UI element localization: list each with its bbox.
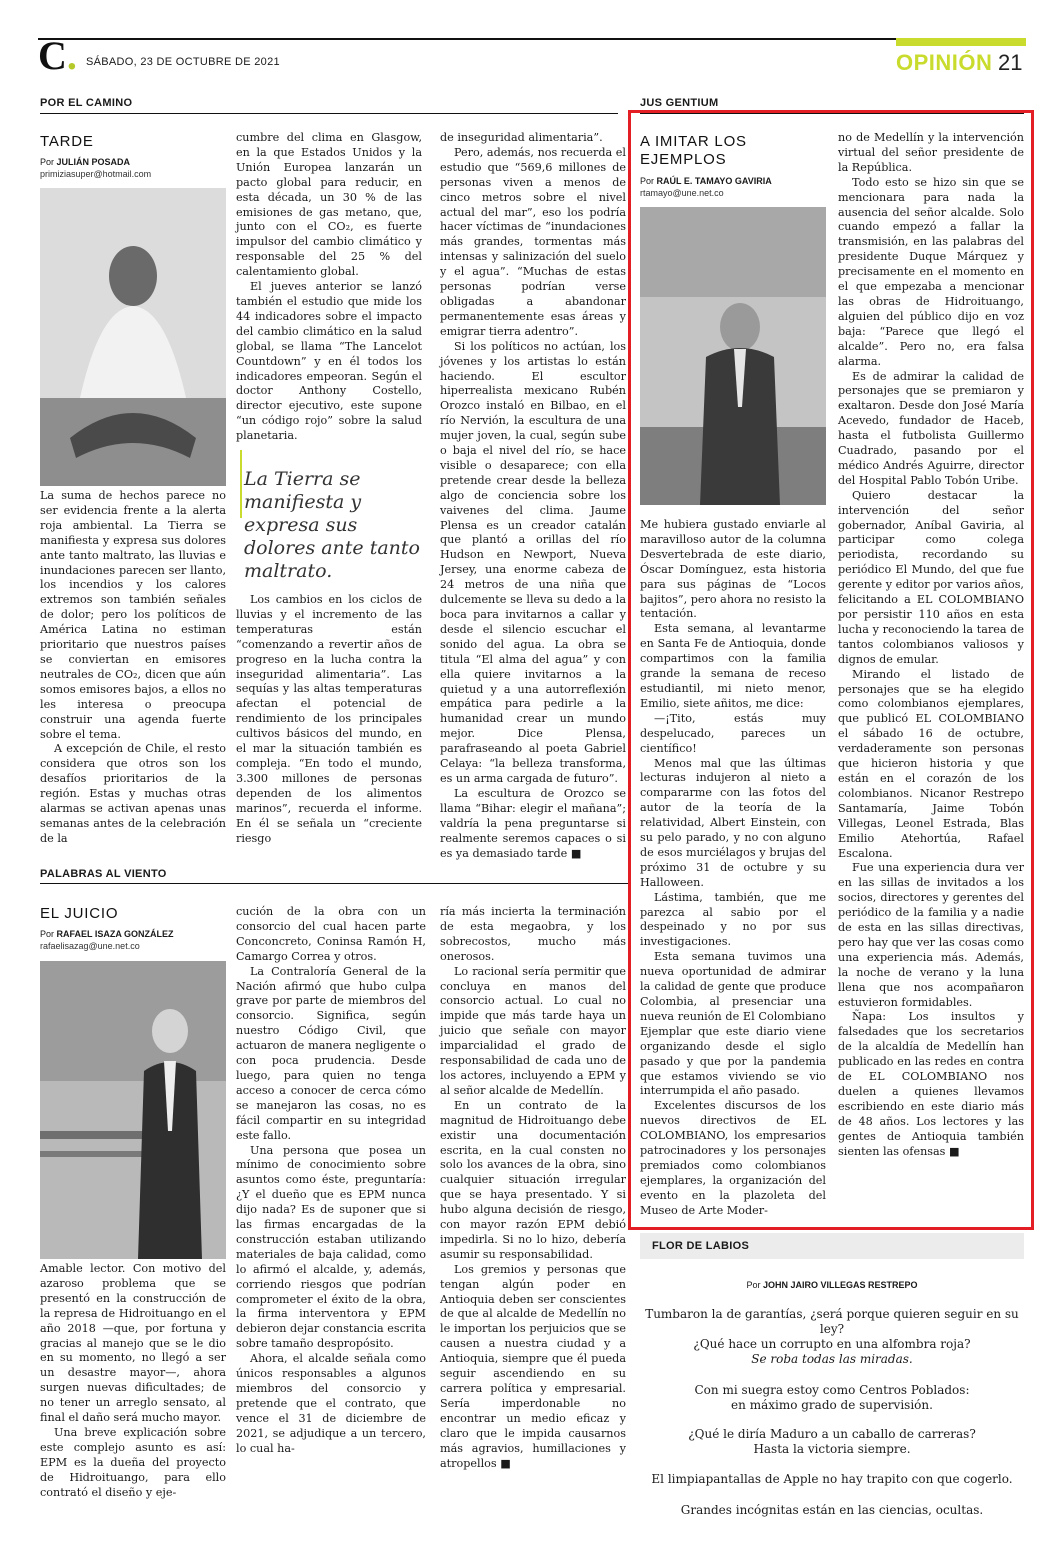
article-column: cumbre del clima en Glasgow, en la que Estados Unidos y la Unión Europea lanzarán un pacto global para reducir, en esta década, un 30 % de las emisiones de gas metano, que, junto con el CO₂, es fuerte impulsor del cambio climático y responsable del 25 % del calentamiento global. El jueves anterior se lanzó también el estudio que mide los 44 indicadores sobre el impacto del cambio climático en la salud global, se llama “The Lancelot Countdown” y en él todos los indicadores empeoran. Según el doctor Anthony Costello, director ejecutivo, este supone “un código rojo” sobre la salud planetaria.	[236, 131, 422, 443]
author-photo-raul-tamayo	[640, 207, 826, 505]
section-rule	[40, 883, 630, 884]
article-title-el-juicio: EL JUICIO	[40, 905, 119, 922]
article-column: no de Medellín y la intervención virtual del señor presidente de la República. Todo esto se hizo sin que se mencionara para nada la ausencia del señor alcalde. Solo cuando empezó a fallar la transmisión, en las palabras del presidente Duque Márquez y precisamente en el momento en el que empezaba a mencionar las obras de Hidroituango, alguien del público dijo en voz baja: “Parece que llegó el alcalde”. Pero no, era falsa alarma. Es de admirar la calidad de personajes que se premiaron y exaltaron. Desde don José María Acevedo, fundador de Haceb, hasta el futbolista Guillermo Cuadrado, pasando por el médico Andrés Aguirre, director del Hospital Pablo Tobón Uribe. Quiero destacar la intervención del señor gobernador, Aníbal Gaviria, al participar como colega periodista, recordando su periódico El Mundo, del que fue gerente y editor por varios años, felicitando a EL COLOMBIANO por persistir 110 años en esta lucha y reconociendo la tarea de tantos colombianos valiosos y dignos de emular. Mirando el listado de personajes que se ha elegido como colombianos ejemplares, que publicó EL COLOMBIANO el sábado 16 de octubre, verdaderamente son personas que hicieron historia y que están en el corazón de los colombianos. Nicanor Restrepo Santamaría, Jaime Tobón Villegas, Leonel Estrada, Blas Emilio Atehortúa, Rafael Escalona. Fue una experiencia dura ver en las sillas de invitados a los socios, directores y gerentes del periódico de la familia y a nadie de esta en las sillas directivas, pero hay que ver las cosas como una experiencia más. Además, la noche de verano y la luna llena que nos acompañaron estuvieron formidables. Ñapa: Los insultos y falsedades que los secretarios de la alcaldía de Medellín han publicado en las redes en contra de EL COLOMBIANO nos duelen a quienes llevamos escribiendo en este diario más de 48 años. Los lectores y las gentes de Antioquia también sienten las ofensas ■	[838, 131, 1024, 1158]
column-label-palabras-al-viento: PALABRAS AL VIENTO	[40, 868, 167, 880]
article-column: de inseguridad alimentaria”. Pero, además, nos recuerda el estudio que “569,6 millones de personas viven a menos de cinco metros sobre el nivel actual del mar”, eso los podría hacer víctimas de “inundaciones más grandes, tormentas más intensas y salinización del suelo y el agua”. “Muchas de estas personas podrían verse obligadas a abandonar permanentemente esas áreas y emigrar tierra adentro”. Si los políticos no actúan, los jóvenes y los artistas lo están haciendo. El escultor hiperrealista mexicano Rubén Orozco instaló en Bilbao, en el río Nervión, la escultura de una mujer joven, la cual, según sube o baja el nivel del río, se hace visible o desaparece; con ella pretende crear desde la belleza algo de conciencia sobre los vaivenes del clima. Jaume Plensa es un creador catalán que plantó a orillas del río Hudson en Newport, Nueva Jersey, una enorme cabeza de 24 metros de una niña que dulcemente se lleva su dedo a la boca para invitarnos a callar y desde el silencio escuchar el sonido del agua. La obra se titula “El alma del agua” y con ella quiere invitarnos a la quietud y a una autorreflexión empática para pedirle a la humanidad crear un mundo mejor. Dice Plensa, parafraseando al poeta Gabriel Celaya: “la belleza transforma, es un arma cargada de futuro”. La escultura de Orozco se llama “Bihar: elegir el mañana”; valdría la pena preguntarse si realmente seremos capaces o si es ya demasiado tarde ■	[440, 131, 626, 860]
section-name: OPINIÓN	[896, 50, 993, 75]
section-color-bar	[896, 38, 1026, 46]
issue-date: SÁBADO, 23 DE OCTUBRE DE 2021	[86, 56, 280, 68]
byline: Por JULIÁN POSADA	[40, 157, 131, 167]
pullquote: La Tierra se manifiesta y expresa sus dolores ante tanto maltrato.	[244, 468, 420, 582]
article-column: Amable lector. Con motivo del azaroso problema que se presentó en la construcción de la represa de Hidroituango en el año 2018 —que, por fortuna y gracias al manejo que se le dio en su momento, no llegó a ser un desastre mayor—, ahora surgen nuevas dificultades; de no tener un arreglo sensato, al final el daño será mucho mayor. Una breve explicación sobre este complejo asunto es así: EPM es la dueña del proyecto de Hidroituango, para ello contrató el diseño y eje-	[40, 1262, 226, 1499]
article-column: Los cambios en los ciclos de lluvias y el incremento de las temperaturas están “comenzando a revertir años de progreso en la lucha contra la inseguridad alimentaria”. Las sequías y las altas temperaturas afectan el potencial de rendimiento de los principales cultivos básicos del mundo, en el mar la situación también es compleja. “En todo el mundo, 3.300 millones de personas dependen de los alimentos marinos”, recuerda el informe. En él se señala un “creciente riesgo	[236, 593, 422, 845]
article-title-a-imitar-los-ejemplos: A IMITAR LOS EJEMPLOS	[640, 133, 747, 168]
column-label-por-el-camino: POR EL CAMINO	[40, 97, 133, 109]
joke-line: Hasta la victoria siempre.	[753, 1442, 911, 1456]
column-label-jus-gentium: JUS GENTIUM	[640, 97, 719, 109]
joke-line: en máximo grado de supervisión.	[731, 1398, 933, 1412]
article-title-tarde: TARDE	[40, 133, 94, 150]
page-number: 21	[998, 50, 1023, 75]
author-email: rafaelisazag@une.net.co	[40, 941, 140, 951]
author-photo-julian-posada	[40, 188, 226, 486]
joke-line: ¿Qué le diría Maduro a un caballo de carreras?	[688, 1427, 976, 1441]
article-column: cución de la obra con un consorcio del cual hacen parte Conconcreto, Coninsa Ramón H, Camargo Correa y otros. La Contraloría General de la Nación afirmó que hubo culpa grave por parte de miembros del consorcio. Significa, según nuestro Código Civil, que actuaron de manera negligente o con poca prudencia. Desde luego, para quien no tenga acceso a conocer de cerca cómo se manejaron las cosas, no es fácil compartir en su integridad este fallo. Una persona que posea un mínimo de conocimiento sobre asuntos como éste, preguntaría: ¿Y el dueño que es EPM nunca dijo nada? Es de suponer que si las firmas encargadas de la construcción estaban utilizando materiales de baja calidad, como lo afirmó el alcalde, y, además, corriendo riesgos que podrían comprometer el éxito de la obra, la firma interventora y EPM debieron dejar constancia escrita sobre tamaño despropósito. Ahora, el alcalde señala como únicos responsables a algunos miembros del consorcio y pretende que el contrato, que vence el 31 de diciembre de 2021, se adjudique a un tercero, lo cual ha-	[236, 905, 426, 1455]
pullquote-accent	[240, 450, 242, 518]
article-column: Me hubiera gustado enviarle al maravilloso autor de la columna Desvertebrada de este diario, Óscar Domínguez, esta historia para sus páginas de “Locos bajitos”, pero ahora no resisto la tentación. Esta semana, al levantarme en Santa Fe de Antioquia, donde compartimos con la familia grande la semana de receso estudiantil, mi nieto menor, Emilio, siete añitos, me dice: —¡Tito, estás muy despelucado, pareces un científico! Menos mal que las últimas lecturas indujeron al nieto a compararme con las fotos del autor de la teoría de la relatividad, Albert Einstein, con su pelo parado, y no con alguno de esos murciélagos y brujas del próximo 31 de octubre y su Halloween. Lástima, también, que me parezca al sabio por el despeinado y no por sus investigaciones. Esta semana tuvimos una nueva oportunidad de admirar la calidad de gente que produce Colombia, al presenciar una nueva reunión de El Colombiano Ejemplar que este diario viene organizando desde el siglo pasado y que por la pandemia que estamos viviendo se vio interrumpida el año pasado. Excelentes discursos de los nuevos directivos de EL COLOMBIANO, los empresarios patrocinadores y los personajes premiados como colombianos ejemplares, la organización del evento en la plazoleta del Museo de Arte Moder-	[640, 518, 826, 1217]
joke-line: Grandes incógnitas están en las ciencias, ocultas.	[680, 1503, 984, 1517]
author-email: rtamayo@une.net.co	[640, 188, 724, 198]
byline: Por RAÚL E. TAMAYO GAVIRIA	[640, 176, 772, 186]
joke-line: Con mi suegra estoy como Centros Poblados:	[694, 1383, 970, 1397]
joke-line: ¿Qué hace un corrupto en una alfombra roja?	[693, 1337, 971, 1351]
section-rule	[40, 113, 618, 114]
column-label-flor-de-labios: FLOR DE LABIOS	[652, 1240, 750, 1252]
top-rule	[38, 38, 1026, 40]
article-column: ría más incierta la terminación de esta megaobra, y los sobrecostos, mucho más onerosos. Lo racional sería permitir que concluya en manos del consorcio actual. Lo cual no impide que más tarde haya un juicio que señale con mayor imparcialidad el grado de responsabilidad de cada uno de los actores, incluyendo a EPM y al señor alcalde de Medellín. En un contrato de la magnitud de Hidroituango debe existir una documentación escrita, en la cual consten no solo los avances de la obra, sino cualquier situación irregular que se haya presentado. Y si hubo alguna decisión de riesgo, con mayor razón EPM debió impedirla. Si no lo hizo, debería asumir su responsabilidad. Los gremios y personas que tengan algún poder en Antioquia deben ser conscientes de que al alcalde de Medellín no le importan los perjuicios que se causen a nuestra ciudad y a Antioquia, siempre que él pueda seguir ascendiendo en su carrera política y empresarial. Sería imperdonable no encontrar un medio eficaz y claro que le impida causarnos más agravios, humillaciones y atropellos ■	[440, 905, 626, 1470]
joke-line: Se roba todas las miradas.	[751, 1352, 913, 1366]
author-email: primiziasuper@hotmail.com	[40, 169, 152, 179]
joke-line: Tumbaron la de garantías, ¿será porque quieren seguir en su ley?	[645, 1307, 1019, 1336]
article-column: La suma de hechos parece no ser evidencia frente a la alerta roja ambiental. La Tierra se manifiesta y expresa sus dolores ante tanto maltrato, las lluvias e inundaciones parecen ser llanto, los incendios y los calores extremos son también señales de dolor; pero los políticos de América Latina no estiman prioritario que nuestros países se conviertan en emisores neutrales de CO₂, dicen que aún somos emisores bajos, a ellos no les interesa o preocupa construir una agenda fuerte sobre el tema. A excepción de Chile, el resto considera que otros son los desafíos prioritarios de la región. Estas y muchas otras alarmas se activan apenas unas semanas antes de la celebración de la	[40, 489, 226, 845]
byline: Por RAFAEL ISAZA GONZÁLEZ	[40, 929, 174, 939]
byline: Por JOHN JAIRO VILLEGAS RESTREPO	[746, 1280, 918, 1290]
author-photo-rafael-isaza	[40, 961, 226, 1259]
newspaper-logo: C.	[38, 33, 77, 78]
joke-line: El limpiapantallas de Apple no hay trapito con que cogerlo.	[651, 1472, 1013, 1486]
